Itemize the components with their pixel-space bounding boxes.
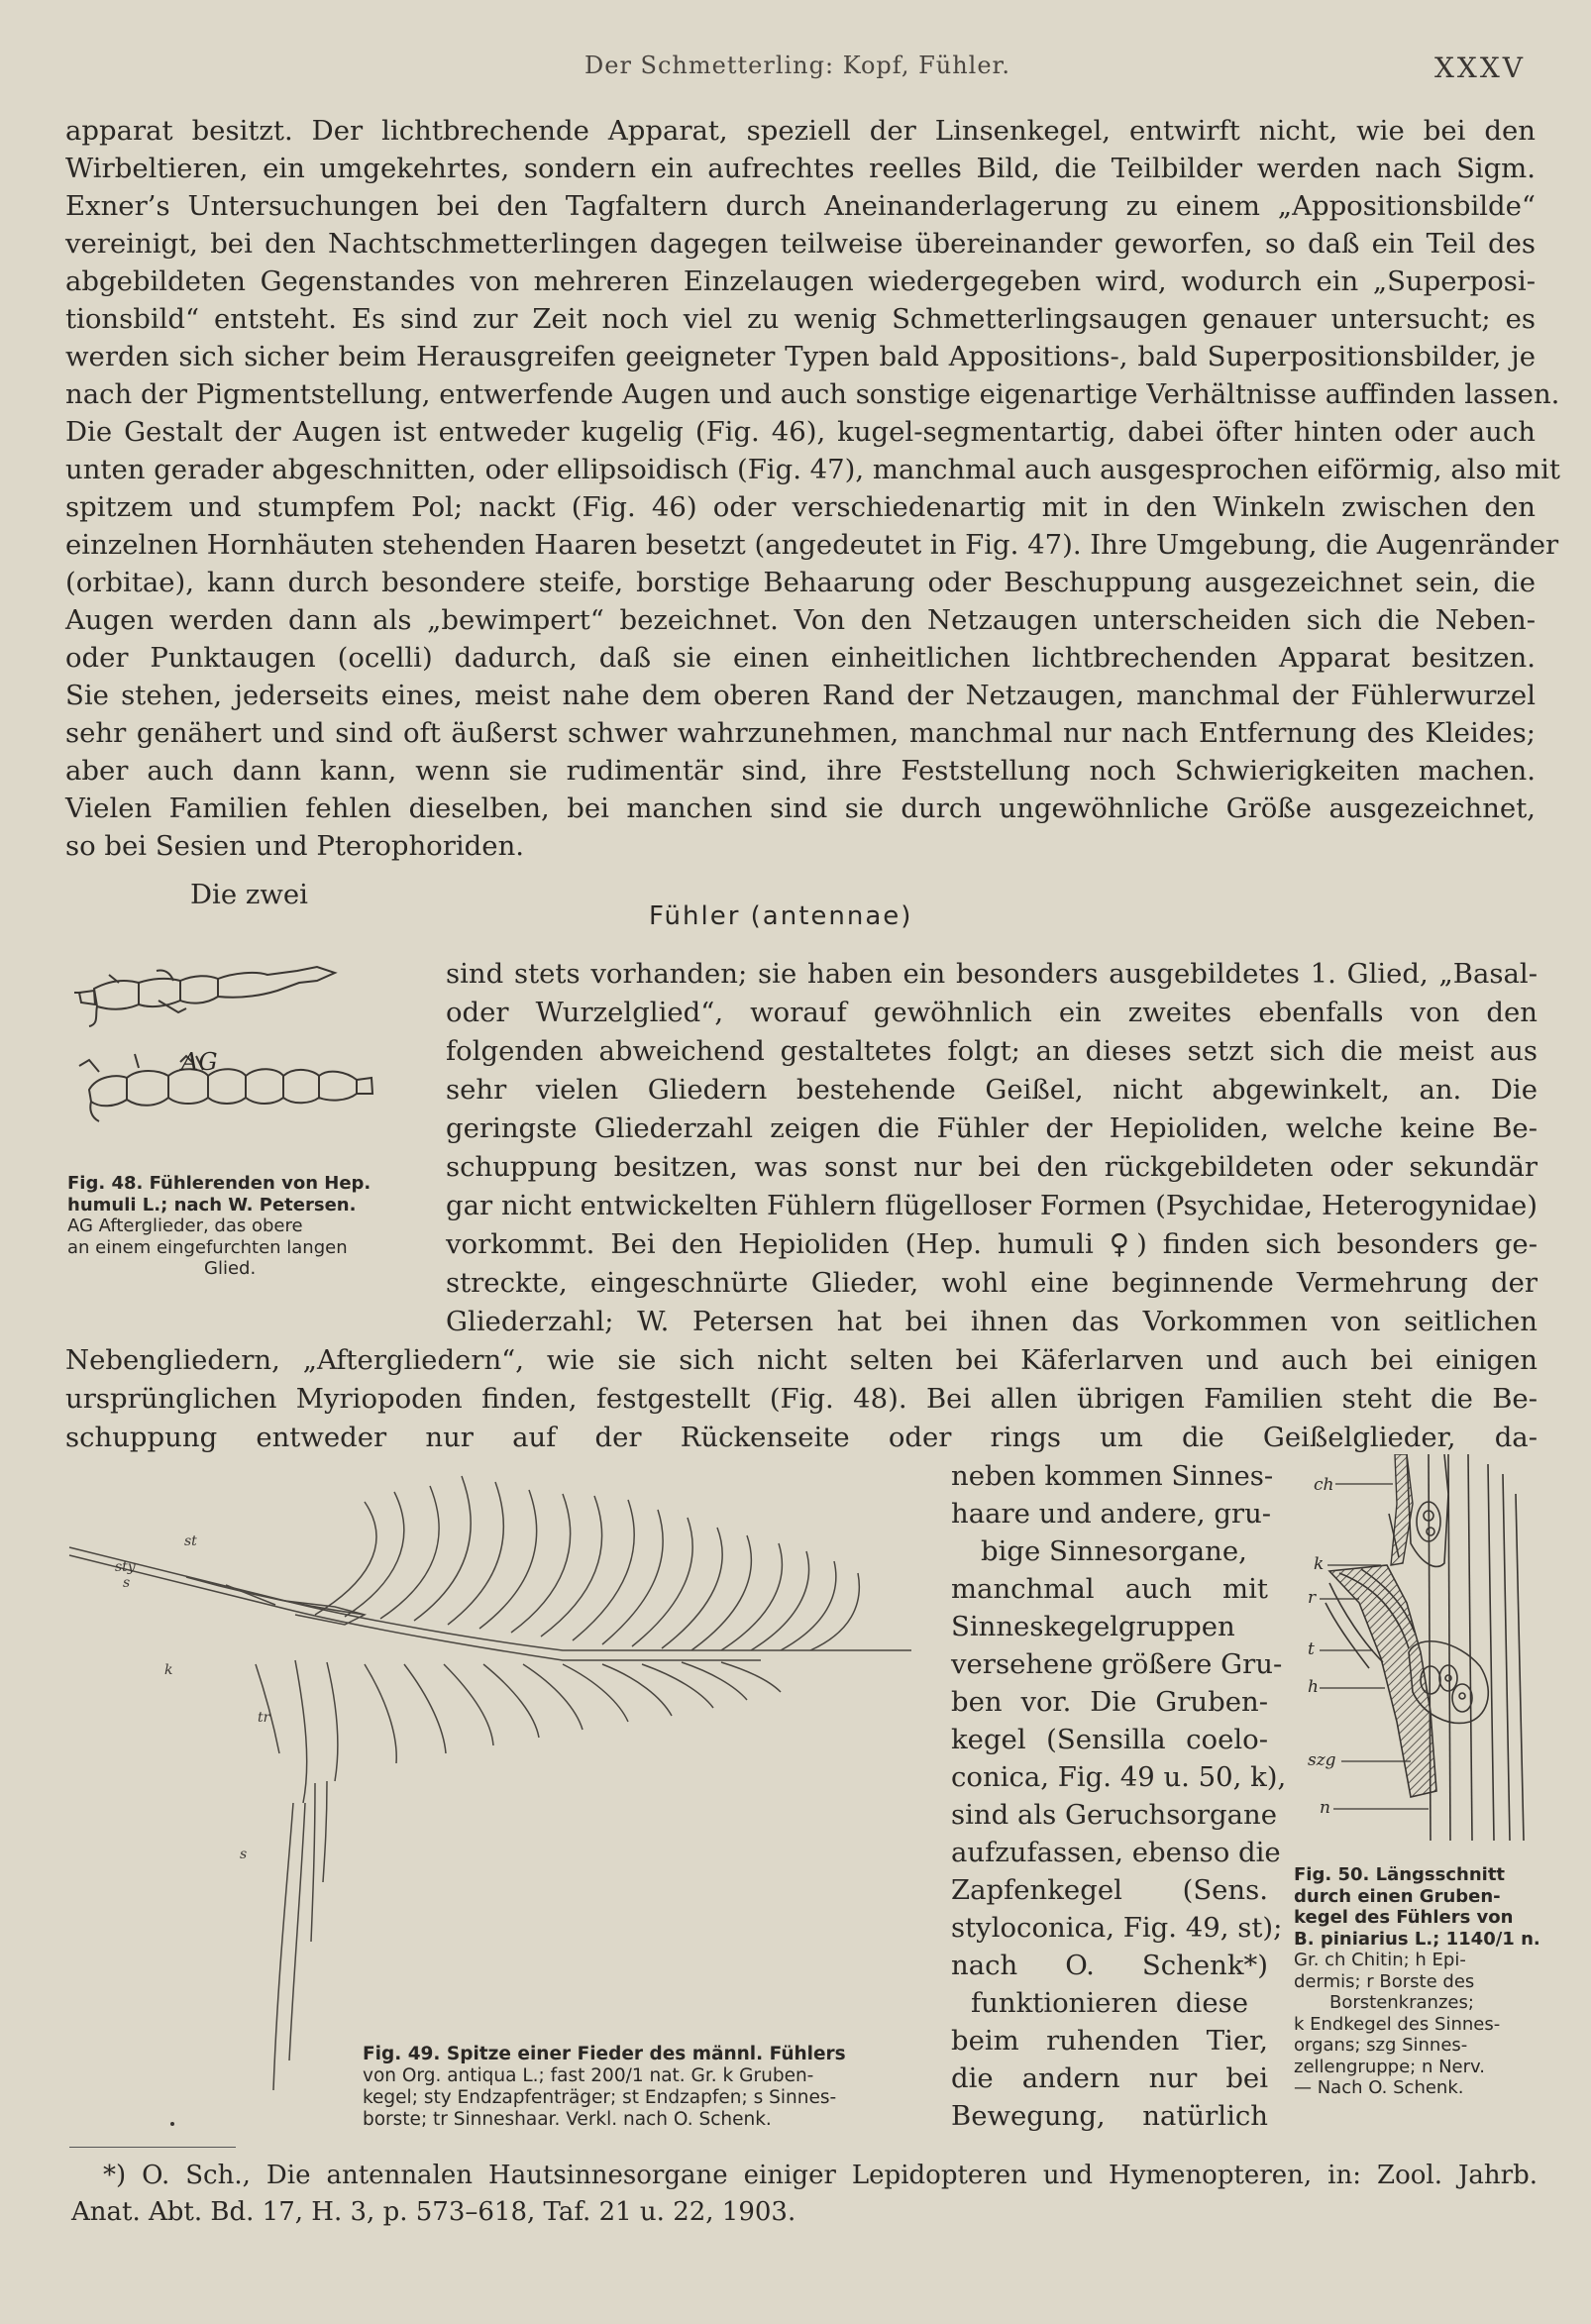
section-title: Fühler (antennae) [649,901,913,931]
caption-line: Fig. 49. Spitze einer Fieder des männl. Fühlers [363,2044,846,2064]
page-number: XXXV [1434,52,1527,84]
text-line: kegel (Sensilla coelo- [951,1724,1268,1755]
text-line: Exner’s Untersuchungen bei den Tagfaltern durch Aneinanderlagerung zu einem „Appositionsbilde“ [65,190,1536,222]
caption-line: an einem eingefurchten langen [67,1236,348,1258]
text-line: manchmal auch mit [951,1573,1268,1605]
fig49-caption [363,2044,846,2131]
text-line: oder Wurzelglied“, worauf gewöhnlich ein zweites ebenfalls von den [446,997,1538,1028]
fig48-antenna-drawing [69,953,406,1156]
text-line: folgenden abweichend gestaltetes folgt; an dieses setzt sich die meist aus [446,1035,1538,1067]
text-line: sehr genähert und sind oft äußerst schwer wahrzunehmen, manchmal nur nach Entfernung des Kleides; [65,717,1536,749]
running-header: Der Schmetterling: Kopf, Fühler. [584,52,1010,79]
fig50-label-ch: ch [1314,1475,1334,1495]
text-line: styloconica, Fig. 49, st); [951,1912,1283,1944]
text-line: sehr vielen Gliedern bestehende Geißel, nicht abgewinkelt, an. Die [446,1074,1538,1106]
text-line: neben kommen Sinnes- [951,1460,1274,1492]
caption-line: von Org. antiqua L.; fast 200/1 nat. Gr. k Gruben- [363,2065,814,2086]
text-line: Vielen Familien fehlen dieselben, bei manchen sind sie durch ungewöhnliche Größe ausgezeichnet, [65,792,1536,824]
text-line: Bewegung, natürlich [951,2100,1268,2132]
text-line: tionsbild“ entsteht. Es sind zur Zeit noch viel zu wenig Schmetterlingsaugen genauer untersucht; es [65,303,1536,335]
text-line: einzelnen Hornhäuten stehenden Haaren besetzt (angedeutet in Fig. 47). Ihre Umgebung, die Augenränder [65,529,1559,561]
text-line: conica, Fig. 49 u. 50, k), [951,1761,1287,1793]
fig50-label-h: h [1308,1677,1319,1697]
text-line: haare und andere, gru- [951,1498,1272,1530]
text-line: Sinneskegelgruppen [951,1611,1235,1642]
intro-fragment: Die zwei [190,879,308,910]
fig49-label-sty: sty [115,1559,136,1575]
caption-line: humuli L.; nach W. Petersen. [67,1194,357,1215]
text-line: versehene größere Gru- [951,1648,1283,1680]
text-line: die andern nur bei [951,2062,1268,2094]
fig50-label-k: k [1314,1554,1325,1574]
caption-line: durch einen Gruben- [1294,1885,1501,1907]
text-line: unten gerader abgeschnitten, oder ellipsoidisch (Fig. 47), manchmal auch ausgesprochen eiförmig, also mit [65,454,1560,485]
figure-50 [1300,1454,1547,1850]
text-line: geringste Gliederzahl zeigen die Fühler der Hepioliden, welche keine Be- [446,1112,1538,1144]
text-line: Nebengliedern, „Aftergliedern“, wie sie sich nicht selten bei Käferlarven und auch bei einigen [65,1344,1538,1376]
fig48-caption [67,1173,371,1280]
text-line: vorkommt. Bei den Hepioliden (Hep. humuli ♀) finden sich besonders ge- [446,1228,1538,1260]
caption-line: Gr. ch Chitin; h Epi- [1294,1950,1466,1970]
text-line: vereinigt, bei den Nachtschmetterlingen dagegen teilweise übereinander geworfen, so daß ein Teil des [65,228,1536,260]
caption-line: Borstenkranzes; [1329,1992,1474,2013]
caption-line: B. piniarius L.; 1140/1 n. [1294,1928,1540,1950]
text-line: Sie stehen, jederseits eines, meist nahe dem oberen Rand der Netzaugen, manchmal der Fühlerwurzel [65,680,1536,711]
fig50-label-r: r [1308,1588,1317,1608]
text-line: so bei Sesien und Pterophoriden. [65,830,525,862]
text-line: funktionieren diese [971,1987,1248,2019]
text-line: (orbitae), kann durch besondere steife, borstige Behaarung oder Beschuppung ausgezeichnet sein, die [65,567,1536,598]
footnote-line: Anat. Abt. Bd. 17, H. 3, p. 573–618, Taf. 21 u. 22, 1903. [71,2197,796,2227]
text-line: aber auch dann kann, wenn sie rudimentär sind, ihre Feststellung noch Schwierigkeiten machen. [65,755,1536,787]
text-line: abgebildeten Gegenstandes von mehreren Einzelaugen wiedergegeben wird, wodurch ein „Superposi- [65,265,1536,297]
caption-line: Fig. 48. Fühlerenden von Hep. [67,1173,371,1194]
footnote-line: *) O. Sch., Die antennalen Hautsinnesorgane einiger Lepidopteren und Hymenopteren, in: Zool. Jahrb. [103,2161,1538,2190]
fig49-label-st: st [184,1533,197,1549]
fig50-label-n: n [1320,1798,1330,1818]
text-line: Gliederzahl; W. Petersen hat bei ihnen das Vorkommen von seitlichen [446,1306,1538,1337]
fig49-label-s: s [123,1575,131,1591]
caption-line: borste; tr Sinneshaar. Verkl. nach O. Schenk. [363,2109,772,2130]
text-line: spitzem und stumpfem Pol; nackt (Fig. 46) oder verschiedenartig mit in den Winkeln zwischen den [65,491,1536,523]
text-line: aufzufassen, ebenso die [951,1837,1281,1868]
fig49-label-k: k [164,1662,173,1678]
fig48-ag-label: AG [181,1048,218,1076]
fig49-label-s2: s [240,1847,248,1862]
text-line: sind als Geruchsorgane [951,1799,1278,1831]
text-line: apparat besitzt. Der lichtbrechende Apparat, speziell der Linsenkegel, entwirft nicht, wie bei den [65,115,1536,147]
caption-line: — Nach O. Schenk. [1294,2077,1464,2098]
text-line: streckte, eingeschnürte Glieder, wohl eine beginnende Vermehrung der [446,1267,1538,1299]
caption-line: zellengruppe; n Nerv. [1294,2056,1485,2077]
figure-48 [69,953,406,1156]
text-line: Zapfenkegel (Sens. [951,1874,1268,1906]
caption-line: Fig. 50. Längsschnitt [1294,1864,1506,1885]
text-line: schuppung entweder nur auf der Rückenseite oder rings um die Geißelglieder, da- [65,1422,1538,1453]
caption-line: Glied. [204,1258,257,1279]
fig50-label-szg: szg [1308,1750,1336,1770]
fig50-section-drawing [1300,1454,1547,1850]
text-line: werden sich sicher beim Herausgreifen geeigneter Typen bald Appositions-, bald Superpositionsbilder, je [65,341,1536,372]
text-line: nach der Pigmentstellung, entwerfende Augen und auch sonstige eigenartige Verhältnisse auffinden lassen. [65,378,1560,410]
text-line: bige Sinnesorgane, [981,1535,1247,1567]
text-line: Augen werden dann als „bewimpert“ bezeichnet. Von den Netzaugen unterscheiden sich die Neben- [65,604,1536,636]
caption-line: organs; szg Sinnes- [1294,2035,1468,2056]
text-line: schuppung besitzen, was sonst nur bei den rückgebildeten oder sekundär [446,1151,1538,1183]
footnote-rule [69,2147,236,2148]
caption-line: dermis; r Borste des [1294,1970,1475,1992]
fig50-label-t: t [1308,1639,1315,1659]
text-line: gar nicht entwickelten Fühlern flügelloser Formen (Psychidae, Heterogynidae) [446,1190,1538,1221]
caption-line: AG Afterglieder, das obere [67,1215,303,1236]
caption-line: k Endkegel des Sinnes- [1294,2013,1501,2035]
caption-line: kegel; sty Endzapfenträger; st Endzapfen; s Sinnes- [363,2087,837,2108]
text-line: Die Gestalt der Augen ist entweder kugelig (Fig. 46), kugel-segmentartig, dabei öfter hinten oder auch [65,416,1536,448]
text-line: nach O. Schenk*) [951,1950,1268,1981]
text-line: sind stets vorhanden; sie haben ein besonders ausgebildetes 1. Glied, „Basal- [446,958,1538,990]
text-line: beim ruhenden Tier, [951,2025,1268,2057]
text-line: ursprünglichen Myriopoden finden, festgestellt (Fig. 48). Bei allen übrigen Familien steht die Be- [65,1383,1538,1415]
fig50-caption [1294,1864,1540,2099]
text-line: Wirbeltieren, ein umgekehrtes, sondern ein aufrechtes reelles Bild, die Teilbilder werden nach Sigm. [65,153,1536,184]
text-line: oder Punktaugen (ocelli) dadurch, daß sie einen einheitlichen lichtbrechenden Apparat besitzen. [65,642,1536,674]
fig49-label-tr: tr [258,1710,270,1726]
caption-line: kegel des Fühlers von [1294,1907,1514,1928]
text-line: ben vor. Die Gruben- [951,1686,1268,1718]
